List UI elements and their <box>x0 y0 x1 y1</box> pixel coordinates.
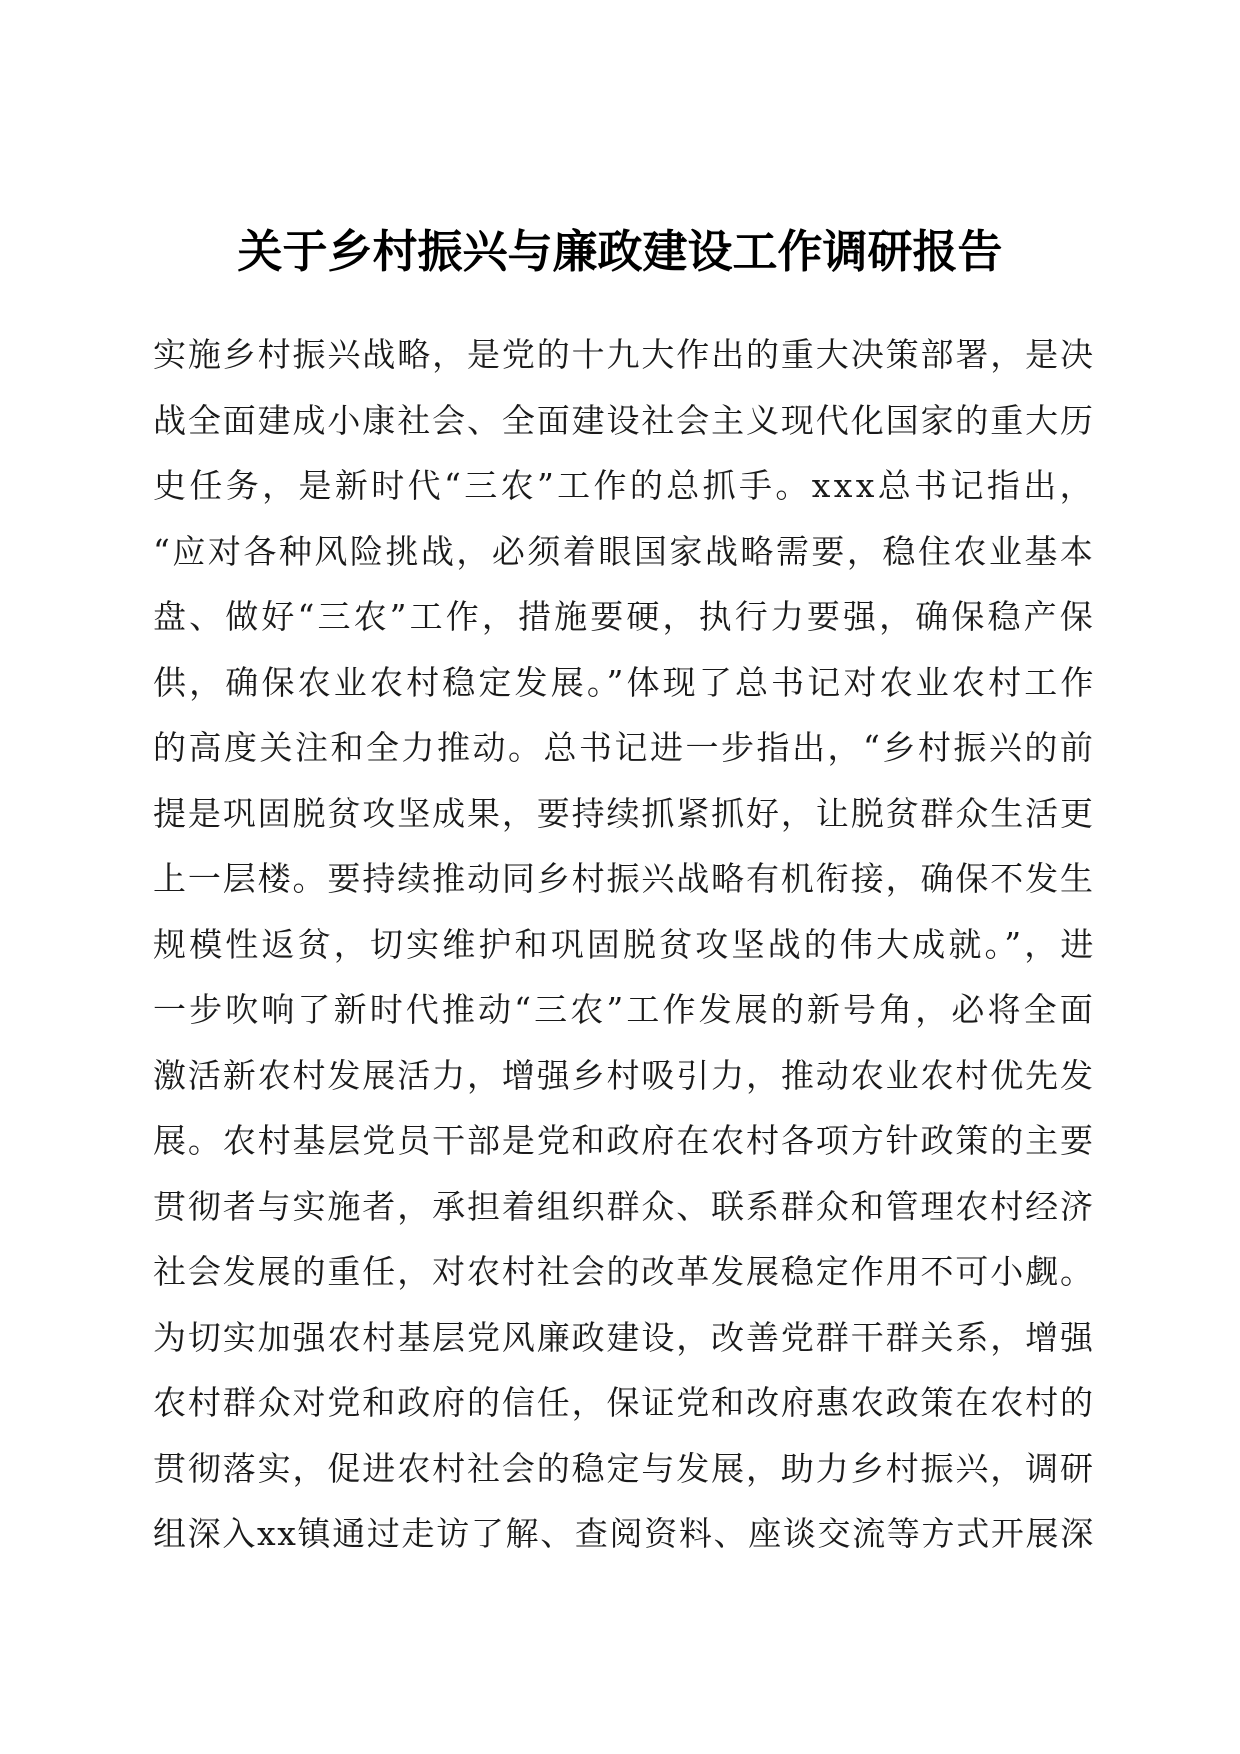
paragraph-line: 的高度关注和全力推动。总书记进一步指出，“乡村振兴的前 <box>153 728 1096 767</box>
paragraph-line: 实施乡村振兴战略，是党的十九大作出的重大决策部署，是决 <box>153 335 1095 374</box>
paragraph-line: 盘、做好“三农”工作，措施要硬，执行力要强，确保稳产保 <box>153 597 1096 636</box>
paragraph-line: “应对各种风险挑战，必须着眼国家战略需要，稳住农业基本 <box>153 531 1096 571</box>
paragraph-line: 为切实加强农村基层党风廉政建设，改善党群干群关系，增强 <box>153 1317 1095 1357</box>
paragraph-line: 农村群众对党和政府的信任，保证党和改府惠农政策在农村的 <box>153 1383 1095 1422</box>
paragraph-line: 战全面建成小康社会、全面建设社会主义现代化国家的重大历 <box>153 400 1095 440</box>
paragraph-line: 贯彻者与实施者，承担着组织群众、联系群众和管理农村经济 <box>153 1186 1095 1226</box>
paragraph-line: 社会发展的重任，对农村社会的改革发展稳定作用不可小觑。 <box>153 1252 1095 1291</box>
document-body <box>153 322 1097 1567</box>
paragraph-line: 供，确保农业农村稳定发展。”体现了总书记对农业农村工作 <box>153 662 1097 702</box>
paragraph-line: 提是巩固脱贫攻坚成果，要持续抓紧抓好，让脱贫群众生活更 <box>153 793 1095 833</box>
paragraph-line: 史任务，是新时代“三农”工作的总抓手。xxx总书记指出， <box>153 466 1096 505</box>
paragraph-line: 规模性返贫，切实维护和巩固脱贫攻坚战的伟大成就。”，进 <box>153 924 1097 964</box>
paragraph-line: 上一层楼。要持续推动同乡村振兴战略有机衔接，确保不发生 <box>153 859 1095 898</box>
document-title: 关于乡村振兴与廉政建设工作调研报告 <box>237 225 1003 278</box>
paragraph-line: 展。农村基层党员干部是党和政府在农村各项方针政策的主要 <box>153 1121 1095 1160</box>
paragraph-line: 一步吹响了新时代推动“三农”工作发展的新号角，必将全面 <box>153 990 1096 1029</box>
paragraph-line: 贯彻落实，促进农村社会的稳定与发展，助力乡村振兴，调研 <box>153 1448 1095 1488</box>
paragraph-line: 组深入xx镇通过走访了解、查阅资料、座谈交流等方式开展深 <box>153 1514 1095 1553</box>
paragraph-line: 激活新农村发展活力，增强乡村吸引力，推动农业农村优先发 <box>153 1055 1095 1095</box>
